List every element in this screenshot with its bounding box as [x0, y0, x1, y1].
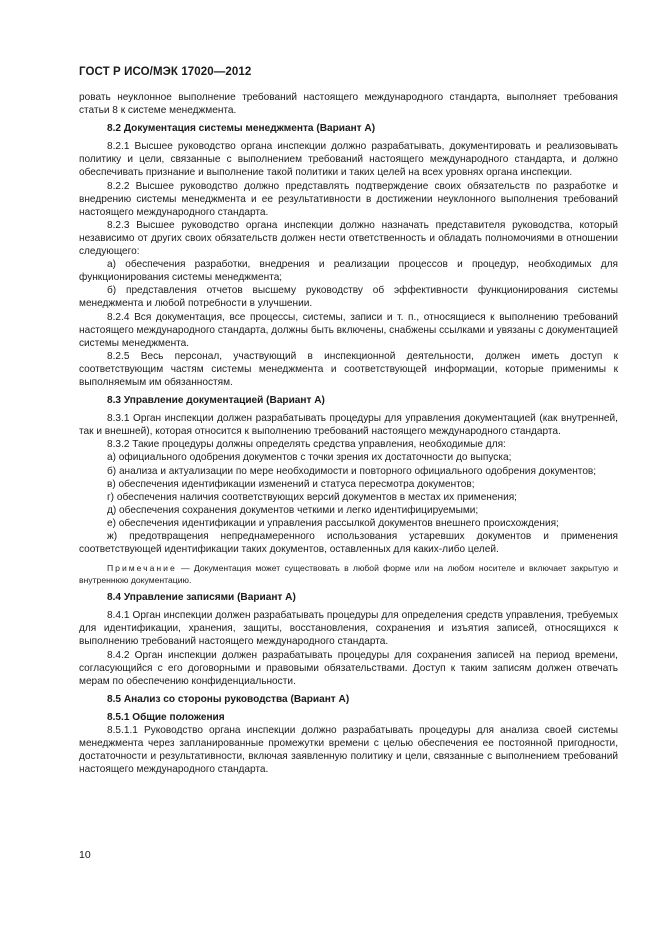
- section-heading-8-5: 8.5 Анализ со стороны руководства (Вариант А): [107, 693, 350, 705]
- list-item-8-3-2-e: д) обеспечения сохранения документов четкими и легко идентифицируемыми;: [107, 504, 479, 516]
- note: [79, 563, 618, 586]
- paragraph-8-3-2: 8.3.2 Такие процедуры должны определять средства управления, необходимые для:: [107, 439, 506, 451]
- list-item-8-2-3-b: б) представления отчетов высшему руководству об эффективности функционирования системы менеджмента и любой потребности в улучшении.: [79, 285, 618, 310]
- paragraph-8-3-1: 8.3.1 Орган инспекции должен разрабатывать процедуры для управления документацией (как внутренней, так и внешней), которая относится к выполнению требований настоящего международного стандарта.: [79, 413, 618, 438]
- list-item-8-3-2-g: ж) предотвращения непреднамеренного использования устаревших документов и применения соответствующей идентификации таких документов, оставленных для каких-либо целей.: [79, 531, 618, 556]
- list-item-8-3-2-a: а) официального одобрения документов с точки зрения их достаточности до выпуска;: [107, 452, 512, 464]
- list-item-8-3-2-f: е) обеспечения идентификации и управления рассылкой документов внешнего происхождения;: [107, 517, 559, 529]
- list-item-8-3-2-b: б) анализа и актуализации по мере необходимости и повторного официального одобрения документов;: [107, 465, 597, 477]
- list-item-8-3-2-d: г) обеспечения наличия соответствующих версий документов в местах их применения;: [107, 491, 517, 503]
- paragraph-8-4-1: 8.4.1 Орган инспекции должен разрабатывать процедуры для определения средств управления, требуемых для идентификации, хранения, защиты, восстановления, сохранения и изъятия записей, относящихся к выполнению требований настоящего международного стандарта.: [79, 610, 618, 648]
- section-heading-8-2: 8.2 Документация системы менеджмента (Вариант А): [107, 123, 376, 135]
- list-item-8-3-2-c: в) обеспечения идентификации изменений и статуса пересмотра документов;: [107, 478, 475, 490]
- note-text: — Документация может существовать в любой форме или на любом носителе и включает закрытую и внутреннюю документацию.: [79, 563, 618, 585]
- paragraph-8-2-4: 8.2.4 Вся документация, все процессы, системы, записи и т. п., относящиеся к выполнению требований настоящего международного стандарта, должны быть включены, снабжены ссылками и увязаны с документацией системы менеджмента.: [79, 311, 618, 349]
- list-item-8-2-3-a: а) обеспечения разработки, внедрения и реализации процессов и процедур, необходимых для функционирования системы менеджмента;: [79, 259, 618, 284]
- paragraph-8-2-1: 8.2.1 Высшее руководство органа инспекции должно разрабатывать, документировать и реализовывать политику и цели, связанные с выполнением требований настоящего международного стандарта, и должно обеспечивать признание и выполнение такой политики и таких целей на всех уровнях органа инспекции.: [79, 141, 618, 179]
- paragraph-8-2-3: 8.2.3 Высшее руководство органа инспекции должно назначать представителя руководства, который независимо от других своих обязательств должен нести ответственность и обладать полномочиями в отношении следующего:: [79, 219, 618, 258]
- paragraph-8-2-5: 8.2.5 Весь персонал, участвующий в инспекционной деятельности, должен иметь доступ к соответствующим частям системы менеджмента и соответствующей информации, которые применимы к выполняемым им обязанностям.: [79, 350, 618, 388]
- section-heading-8-4: 8.4 Управление записями (Вариант А): [107, 592, 296, 604]
- paragraph-continuation: ровать неуклонное выполнение требований настоящего международного стандарта, выполняет требования статьи 8 к системе менеджмента.: [79, 92, 618, 117]
- paragraph-8-2-2: 8.2.2 Высшее руководство должно представлять подтверждение своих обязательств по разработке и внедрению системы менеджмента и ее результативности в достижении неуклонного выполнения требований настоящего международного стандарта.: [79, 180, 618, 218]
- subsection-heading-8-5-1: 8.5.1 Общие положения: [107, 711, 225, 723]
- page-body: [79, 91, 618, 776]
- paragraph-8-5-1-1: 8.5.1.1 Руководство органа инспекции должно разрабатывать процедуры для анализа своей системы менеджмента через запланированные промежутки времени с целью обеспечения ее постоянной пригодности, достаточности и результативности, включая заявленную политику и цели, связанные с выполнением требований настоящего международного стандарта.: [79, 725, 618, 776]
- note-label: Примечание: [107, 563, 177, 574]
- paragraph-8-4-2: 8.4.2 Орган инспекции должен разрабатывать процедуры для сохранения записей на период времени, согласующийся с его договорными и правовыми обязательствами. Доступ к таким записям должен отвечать мерам по обеспечению конфиденциальности.: [79, 649, 618, 687]
- section-heading-8-3: 8.3 Управление документацией (Вариант А): [107, 395, 325, 407]
- page-number: 10: [79, 849, 91, 861]
- document-header: ГОСТ Р ИСО/МЭК 17020—2012: [79, 66, 252, 78]
